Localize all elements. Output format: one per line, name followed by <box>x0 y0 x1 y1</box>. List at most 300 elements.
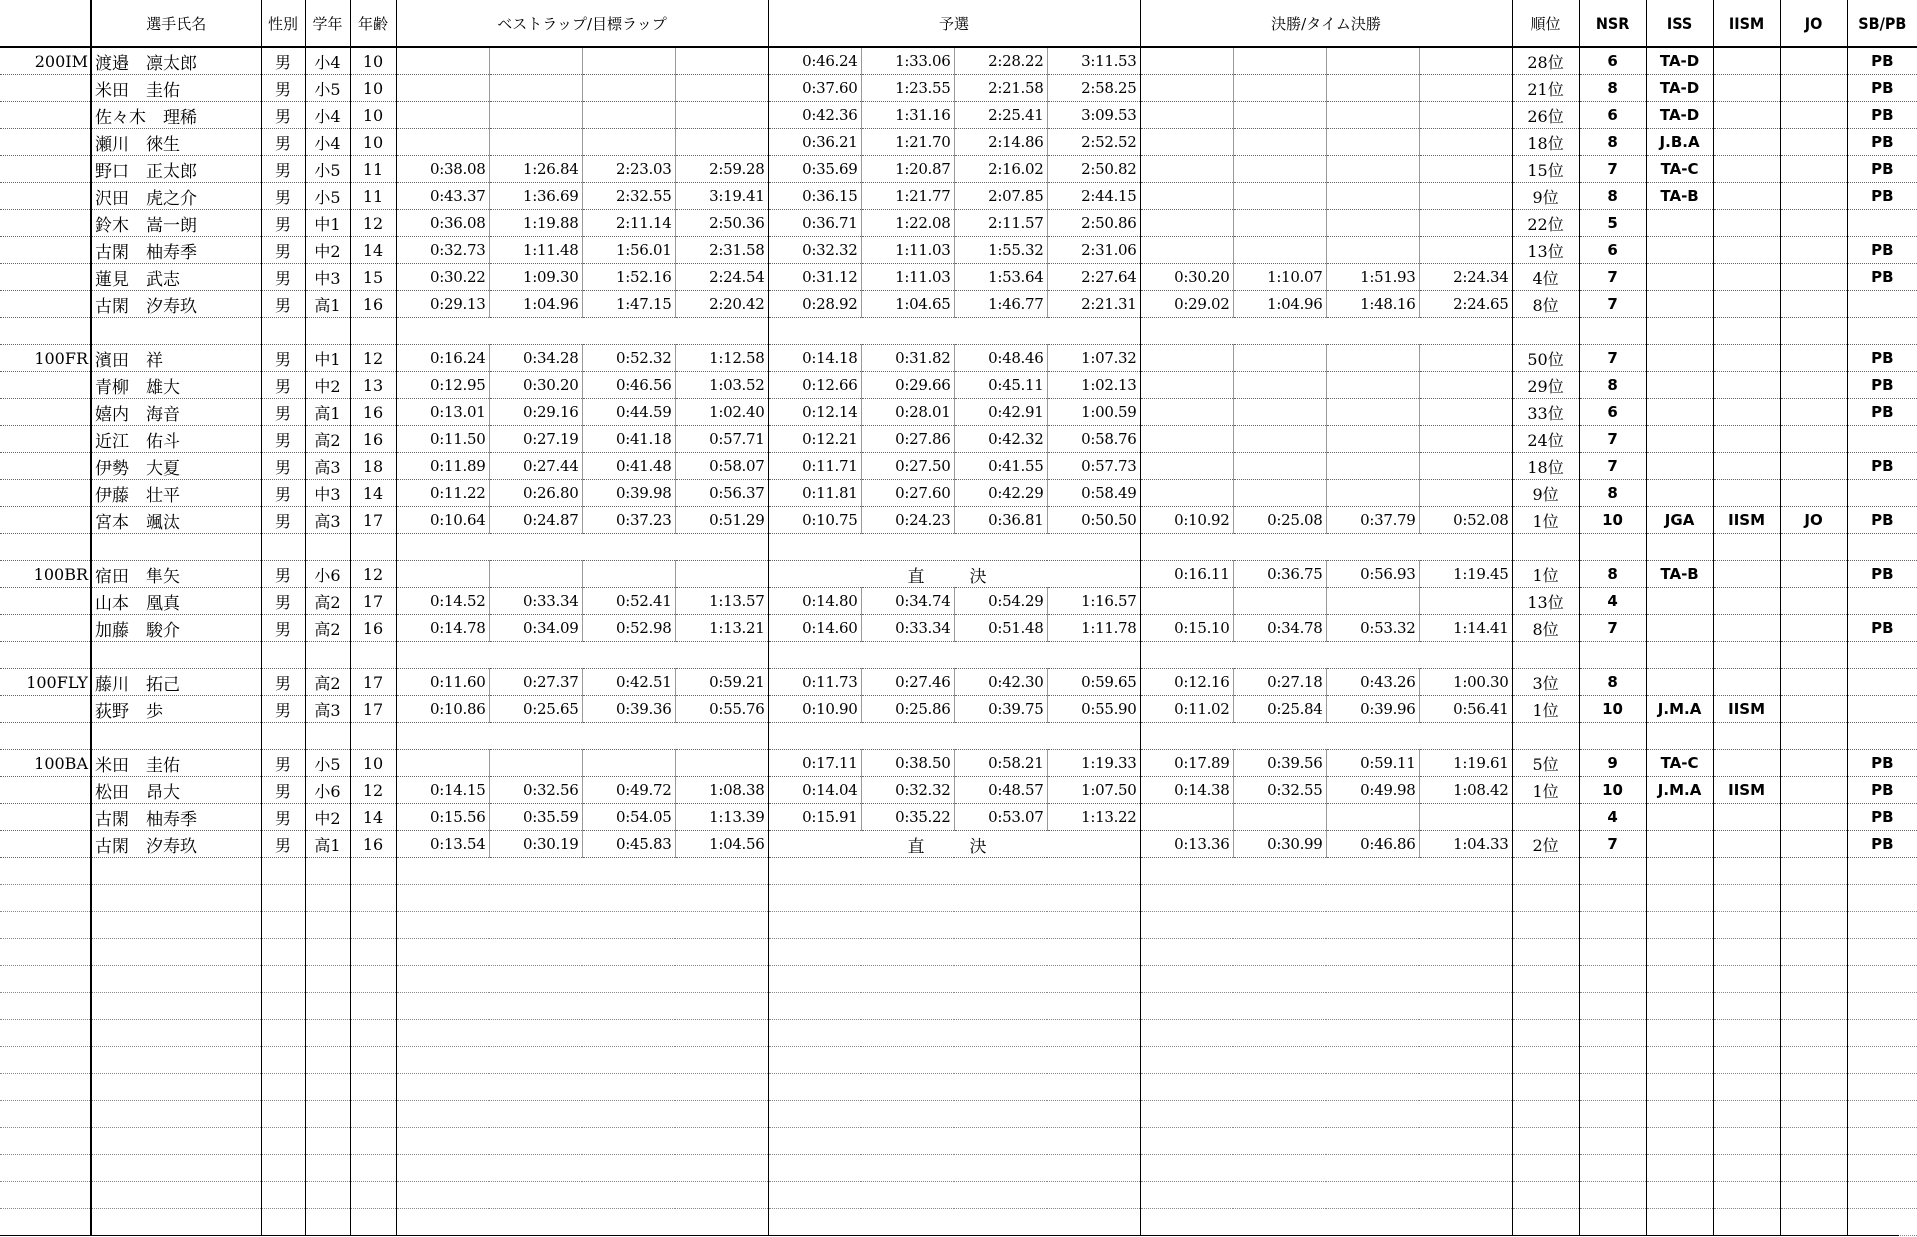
prelim-lap-cell: 0:36.15 <box>768 183 861 210</box>
grade-cell: 小5 <box>305 183 350 210</box>
empty-cell <box>954 1047 1047 1074</box>
empty-cell <box>1512 723 1579 750</box>
empty-cell <box>91 1155 261 1182</box>
best-lap-cell: 1:03.52 <box>675 372 768 399</box>
best-lap-cell <box>489 561 582 588</box>
gender-cell: 男 <box>261 102 305 129</box>
rank-cell: 5位 <box>1512 750 1579 777</box>
rank-cell: 50位 <box>1512 345 1579 372</box>
empty-cell <box>1512 858 1579 885</box>
final-lap-cell <box>1419 237 1512 264</box>
empty-cell <box>1233 534 1326 561</box>
prelim-lap-cell: 0:45.11 <box>954 372 1047 399</box>
empty-cell <box>1713 912 1780 939</box>
prelim-lap-cell: 2:31.06 <box>1047 237 1140 264</box>
final-lap-cell <box>1140 237 1233 264</box>
final-lap-cell: 0:56.41 <box>1419 696 1512 723</box>
best-lap-cell <box>396 750 489 777</box>
rank-cell: 1位 <box>1512 696 1579 723</box>
grade-cell: 高2 <box>305 615 350 642</box>
grade-cell: 中1 <box>305 345 350 372</box>
rank-cell: 3位 <box>1512 669 1579 696</box>
iss-cell <box>1646 345 1713 372</box>
empty-cell <box>1579 1047 1646 1074</box>
empty-cell <box>1579 912 1646 939</box>
iss-cell <box>1646 804 1713 831</box>
empty-cell <box>1419 912 1512 939</box>
header-nsr: NSR <box>1579 0 1646 47</box>
best-lap-cell: 0:58.07 <box>675 453 768 480</box>
empty-cell <box>954 642 1047 669</box>
empty-cell <box>675 993 768 1020</box>
final-lap-cell <box>1140 372 1233 399</box>
empty-cell <box>1140 993 1233 1020</box>
empty-cell <box>1512 1155 1579 1182</box>
empty-cell <box>861 723 954 750</box>
empty-cell <box>582 1182 675 1209</box>
grade-cell: 中1 <box>305 210 350 237</box>
empty-cell <box>675 1020 768 1047</box>
prelim-direct-final: 直 決 <box>768 831 1140 858</box>
prelim-lap-cell: 0:14.80 <box>768 588 861 615</box>
empty-cell <box>261 939 305 966</box>
prelim-lap-cell: 0:11.73 <box>768 669 861 696</box>
best-lap-cell: 2:20.42 <box>675 291 768 318</box>
empty-cell <box>582 1155 675 1182</box>
empty-cell <box>261 1074 305 1101</box>
empty-row <box>0 1209 1917 1236</box>
empty-cell <box>0 534 91 561</box>
empty-cell <box>1326 966 1419 993</box>
empty-cell <box>768 939 861 966</box>
spacer-row <box>0 642 1917 669</box>
best-lap-cell: 0:11.22 <box>396 480 489 507</box>
empty-cell <box>1512 912 1579 939</box>
empty-row <box>0 912 1917 939</box>
rank-cell: 8位 <box>1512 615 1579 642</box>
empty-cell <box>1419 1074 1512 1101</box>
grade-cell: 中2 <box>305 372 350 399</box>
rank-cell: 15位 <box>1512 156 1579 183</box>
prelim-lap-cell: 0:55.90 <box>1047 696 1140 723</box>
empty-cell <box>1047 966 1140 993</box>
empty-cell <box>1233 318 1326 345</box>
empty-cell <box>582 1128 675 1155</box>
empty-cell <box>1047 1155 1140 1182</box>
best-lap-cell: 1:26.84 <box>489 156 582 183</box>
empty-cell <box>1579 642 1646 669</box>
empty-cell <box>768 1155 861 1182</box>
sbpb-cell: PB <box>1847 75 1917 102</box>
final-lap-cell <box>1233 75 1326 102</box>
jo-cell <box>1780 669 1847 696</box>
final-lap-cell: 0:29.02 <box>1140 291 1233 318</box>
swimmer-name: 青柳 雄大 <box>91 372 261 399</box>
iss-cell: TA-D <box>1646 102 1713 129</box>
empty-cell <box>489 1209 582 1236</box>
nsr-cell: 6 <box>1579 399 1646 426</box>
jo-cell <box>1780 156 1847 183</box>
empty-cell <box>350 1155 396 1182</box>
nsr-cell: 7 <box>1579 426 1646 453</box>
gender-cell: 男 <box>261 831 305 858</box>
empty-cell <box>0 966 91 993</box>
empty-cell <box>489 1047 582 1074</box>
empty-cell <box>1233 858 1326 885</box>
empty-cell <box>582 318 675 345</box>
empty-cell <box>1233 1155 1326 1182</box>
empty-cell <box>91 1128 261 1155</box>
empty-cell <box>1780 1209 1847 1236</box>
iism-cell <box>1713 129 1780 156</box>
final-lap-cell: 0:56.93 <box>1326 561 1419 588</box>
empty-cell <box>1646 912 1713 939</box>
empty-cell <box>396 858 489 885</box>
empty-cell <box>1579 858 1646 885</box>
gender-cell: 男 <box>261 588 305 615</box>
empty-cell <box>350 1101 396 1128</box>
iss-cell: TA-C <box>1646 750 1713 777</box>
age-cell: 10 <box>350 47 396 75</box>
empty-cell <box>0 939 91 966</box>
empty-cell <box>350 1074 396 1101</box>
prelim-lap-cell: 0:12.21 <box>768 426 861 453</box>
prelim-lap-cell: 1:07.32 <box>1047 345 1140 372</box>
empty-cell <box>1646 1074 1713 1101</box>
empty-cell <box>1579 1074 1646 1101</box>
table-row <box>0 129 1917 156</box>
empty-cell <box>1233 1020 1326 1047</box>
empty-cell <box>0 912 91 939</box>
empty-cell <box>1233 723 1326 750</box>
prelim-lap-cell: 2:58.25 <box>1047 75 1140 102</box>
best-lap-cell: 0:32.73 <box>396 237 489 264</box>
empty-cell <box>1713 966 1780 993</box>
final-lap-cell: 1:10.07 <box>1233 264 1326 291</box>
empty-cell <box>675 318 768 345</box>
empty-cell <box>1780 1182 1847 1209</box>
header-name: 選手氏名 <box>91 0 261 47</box>
best-lap-cell: 0:13.01 <box>396 399 489 426</box>
sbpb-cell: PB <box>1847 453 1917 480</box>
empty-cell <box>0 885 91 912</box>
empty-cell <box>305 1074 350 1101</box>
prelim-lap-cell: 1:16.57 <box>1047 588 1140 615</box>
empty-cell <box>1579 1155 1646 1182</box>
jo-cell <box>1780 372 1847 399</box>
nsr-cell: 7 <box>1579 453 1646 480</box>
final-lap-cell <box>1140 480 1233 507</box>
empty-cell <box>1579 534 1646 561</box>
sbpb-cell: PB <box>1847 102 1917 129</box>
empty-cell <box>675 1101 768 1128</box>
prelim-lap-cell: 1:55.32 <box>954 237 1047 264</box>
empty-cell <box>1419 534 1512 561</box>
empty-cell <box>1419 642 1512 669</box>
table-row <box>0 507 1917 534</box>
gender-cell: 男 <box>261 453 305 480</box>
swimmer-name: 荻野 歩 <box>91 696 261 723</box>
nsr-cell: 6 <box>1579 47 1646 75</box>
empty-cell <box>396 1074 489 1101</box>
empty-cell <box>582 1047 675 1074</box>
empty-cell <box>1047 993 1140 1020</box>
empty-cell <box>489 318 582 345</box>
table-row <box>0 831 1917 858</box>
empty-cell <box>1646 1128 1713 1155</box>
gender-cell: 男 <box>261 399 305 426</box>
event-label <box>0 453 91 480</box>
empty-cell <box>305 723 350 750</box>
empty-cell <box>1847 1020 1917 1047</box>
empty-cell <box>954 1101 1047 1128</box>
table-row <box>0 588 1917 615</box>
empty-cell <box>261 885 305 912</box>
empty-cell <box>1419 1155 1512 1182</box>
best-lap-cell: 0:51.29 <box>675 507 768 534</box>
event-label <box>0 75 91 102</box>
best-lap-cell: 0:37.23 <box>582 507 675 534</box>
prelim-lap-cell: 1:11.78 <box>1047 615 1140 642</box>
empty-cell <box>1579 1101 1646 1128</box>
prelim-lap-cell: 0:42.36 <box>768 102 861 129</box>
empty-row <box>0 1047 1917 1074</box>
best-lap-cell: 0:13.54 <box>396 831 489 858</box>
prelim-direct-final: 直 決 <box>768 561 1140 588</box>
empty-cell <box>1326 1074 1419 1101</box>
empty-cell <box>1847 1074 1917 1101</box>
best-lap-cell: 0:29.16 <box>489 399 582 426</box>
gender-cell: 男 <box>261 480 305 507</box>
iss-cell: J.M.A <box>1646 777 1713 804</box>
best-lap-cell: 0:45.83 <box>582 831 675 858</box>
best-lap-cell <box>396 47 489 75</box>
empty-cell <box>1419 858 1512 885</box>
prelim-lap-cell: 0:34.74 <box>861 588 954 615</box>
empty-cell <box>1512 1074 1579 1101</box>
final-lap-cell <box>1140 453 1233 480</box>
empty-cell <box>489 1182 582 1209</box>
sbpb-cell: PB <box>1847 372 1917 399</box>
best-lap-cell: 0:39.36 <box>582 696 675 723</box>
empty-cell <box>1233 1047 1326 1074</box>
jo-cell <box>1780 102 1847 129</box>
empty-cell <box>1140 1020 1233 1047</box>
rank-cell: 22位 <box>1512 210 1579 237</box>
empty-cell <box>1047 912 1140 939</box>
best-lap-cell: 0:30.22 <box>396 264 489 291</box>
empty-cell <box>582 939 675 966</box>
best-lap-cell: 1:09.30 <box>489 264 582 291</box>
prelim-lap-cell: 0:57.73 <box>1047 453 1140 480</box>
best-lap-cell: 0:38.08 <box>396 156 489 183</box>
iism-cell <box>1713 47 1780 75</box>
header-iss: ISS <box>1646 0 1713 47</box>
best-lap-cell: 2:50.36 <box>675 210 768 237</box>
empty-cell <box>1512 966 1579 993</box>
empty-cell <box>350 939 396 966</box>
best-lap-cell <box>489 75 582 102</box>
final-lap-cell: 0:43.26 <box>1326 669 1419 696</box>
empty-cell <box>91 966 261 993</box>
rank-cell: 8位 <box>1512 291 1579 318</box>
event-label <box>0 237 91 264</box>
empty-cell <box>861 642 954 669</box>
empty-cell <box>1419 993 1512 1020</box>
event-label <box>0 291 91 318</box>
prelim-lap-cell: 1:21.77 <box>861 183 954 210</box>
empty-cell <box>1847 1101 1917 1128</box>
table-header <box>0 0 1917 47</box>
event-label <box>0 615 91 642</box>
empty-cell <box>1780 1047 1847 1074</box>
empty-cell <box>261 534 305 561</box>
prelim-lap-cell: 1:20.87 <box>861 156 954 183</box>
grade-cell: 高3 <box>305 453 350 480</box>
empty-cell <box>1713 939 1780 966</box>
iss-cell: TA-D <box>1646 75 1713 102</box>
prelim-lap-cell: 1:00.59 <box>1047 399 1140 426</box>
swimmer-name: 山本 凰真 <box>91 588 261 615</box>
final-lap-cell <box>1326 426 1419 453</box>
empty-cell <box>954 1155 1047 1182</box>
best-lap-cell: 0:43.37 <box>396 183 489 210</box>
table-row <box>0 156 1917 183</box>
prelim-lap-cell: 1:13.22 <box>1047 804 1140 831</box>
empty-cell <box>1780 858 1847 885</box>
prelim-lap-cell: 0:29.66 <box>861 372 954 399</box>
empty-cell <box>396 966 489 993</box>
best-lap-cell: 0:14.78 <box>396 615 489 642</box>
gender-cell: 男 <box>261 507 305 534</box>
prelim-lap-cell: 1:53.64 <box>954 264 1047 291</box>
empty-cell <box>261 1209 305 1236</box>
best-lap-cell: 0:34.28 <box>489 345 582 372</box>
final-lap-cell <box>1326 47 1419 75</box>
empty-cell <box>1646 993 1713 1020</box>
empty-cell <box>582 534 675 561</box>
empty-cell <box>1047 318 1140 345</box>
empty-cell <box>1512 1209 1579 1236</box>
empty-cell <box>1140 1155 1233 1182</box>
iss-cell <box>1646 831 1713 858</box>
empty-cell <box>1646 1047 1713 1074</box>
iism-cell <box>1713 399 1780 426</box>
prelim-lap-cell: 0:32.32 <box>768 237 861 264</box>
empty-cell <box>91 858 261 885</box>
empty-cell <box>1512 1128 1579 1155</box>
swimmer-name: 野口 正太郎 <box>91 156 261 183</box>
empty-cell <box>1047 1020 1140 1047</box>
empty-cell <box>1140 534 1233 561</box>
empty-cell <box>489 534 582 561</box>
empty-cell <box>305 1020 350 1047</box>
prelim-lap-cell: 0:59.65 <box>1047 669 1140 696</box>
final-lap-cell <box>1140 588 1233 615</box>
nsr-cell: 8 <box>1579 75 1646 102</box>
header-grade: 学年 <box>305 0 350 47</box>
event-label <box>0 507 91 534</box>
empty-cell <box>954 723 1047 750</box>
best-lap-cell: 0:56.37 <box>675 480 768 507</box>
gender-cell: 男 <box>261 237 305 264</box>
empty-cell <box>1780 1128 1847 1155</box>
empty-cell <box>0 1155 91 1182</box>
best-lap-cell: 1:04.96 <box>489 291 582 318</box>
empty-cell <box>305 1047 350 1074</box>
empty-cell <box>350 993 396 1020</box>
prelim-lap-cell: 0:25.86 <box>861 696 954 723</box>
final-lap-cell: 1:51.93 <box>1326 264 1419 291</box>
header-event <box>0 0 91 47</box>
rank-cell: 24位 <box>1512 426 1579 453</box>
empty-cell <box>1419 1020 1512 1047</box>
prelim-lap-cell: 0:39.75 <box>954 696 1047 723</box>
iism-cell <box>1713 183 1780 210</box>
final-lap-cell <box>1419 372 1512 399</box>
grade-cell: 中2 <box>305 804 350 831</box>
empty-cell <box>1646 1020 1713 1047</box>
empty-cell <box>1233 939 1326 966</box>
iss-cell: TA-D <box>1646 47 1713 75</box>
empty-cell <box>1579 318 1646 345</box>
empty-cell <box>1713 1209 1780 1236</box>
final-lap-cell: 0:25.84 <box>1233 696 1326 723</box>
grade-cell: 小4 <box>305 47 350 75</box>
empty-cell <box>1326 1020 1419 1047</box>
empty-cell <box>0 1020 91 1047</box>
empty-cell <box>1140 642 1233 669</box>
prelim-lap-cell: 3:11.53 <box>1047 47 1140 75</box>
header-final: 決勝/タイム決勝 <box>1140 0 1512 47</box>
empty-cell <box>1326 1155 1419 1182</box>
empty-cell <box>489 1155 582 1182</box>
empty-cell <box>261 723 305 750</box>
empty-cell <box>1140 1101 1233 1128</box>
sbpb-cell: PB <box>1847 804 1917 831</box>
empty-cell <box>1713 1182 1780 1209</box>
final-lap-cell: 0:59.11 <box>1326 750 1419 777</box>
swimmer-name: 米田 圭佑 <box>91 750 261 777</box>
prelim-lap-cell: 0:58.49 <box>1047 480 1140 507</box>
final-lap-cell <box>1326 75 1419 102</box>
empty-cell <box>261 993 305 1020</box>
empty-cell <box>350 966 396 993</box>
empty-cell <box>1140 939 1233 966</box>
prelim-lap-cell: 0:51.48 <box>954 615 1047 642</box>
empty-cell <box>1233 1209 1326 1236</box>
empty-cell <box>1646 642 1713 669</box>
final-lap-cell: 0:15.10 <box>1140 615 1233 642</box>
empty-cell <box>954 939 1047 966</box>
empty-cell <box>1047 534 1140 561</box>
rank-cell: 1位 <box>1512 777 1579 804</box>
empty-cell <box>1326 318 1419 345</box>
empty-cell <box>861 1155 954 1182</box>
age-cell: 10 <box>350 129 396 156</box>
iss-cell <box>1646 669 1713 696</box>
prelim-lap-cell: 2:28.22 <box>954 47 1047 75</box>
empty-cell <box>1233 912 1326 939</box>
nsr-cell: 8 <box>1579 561 1646 588</box>
empty-cell <box>350 723 396 750</box>
prelim-lap-cell: 0:36.81 <box>954 507 1047 534</box>
empty-cell <box>1047 939 1140 966</box>
final-lap-cell <box>1326 453 1419 480</box>
empty-cell <box>305 1101 350 1128</box>
final-lap-cell: 1:04.33 <box>1419 831 1512 858</box>
prelim-lap-cell: 2:16.02 <box>954 156 1047 183</box>
